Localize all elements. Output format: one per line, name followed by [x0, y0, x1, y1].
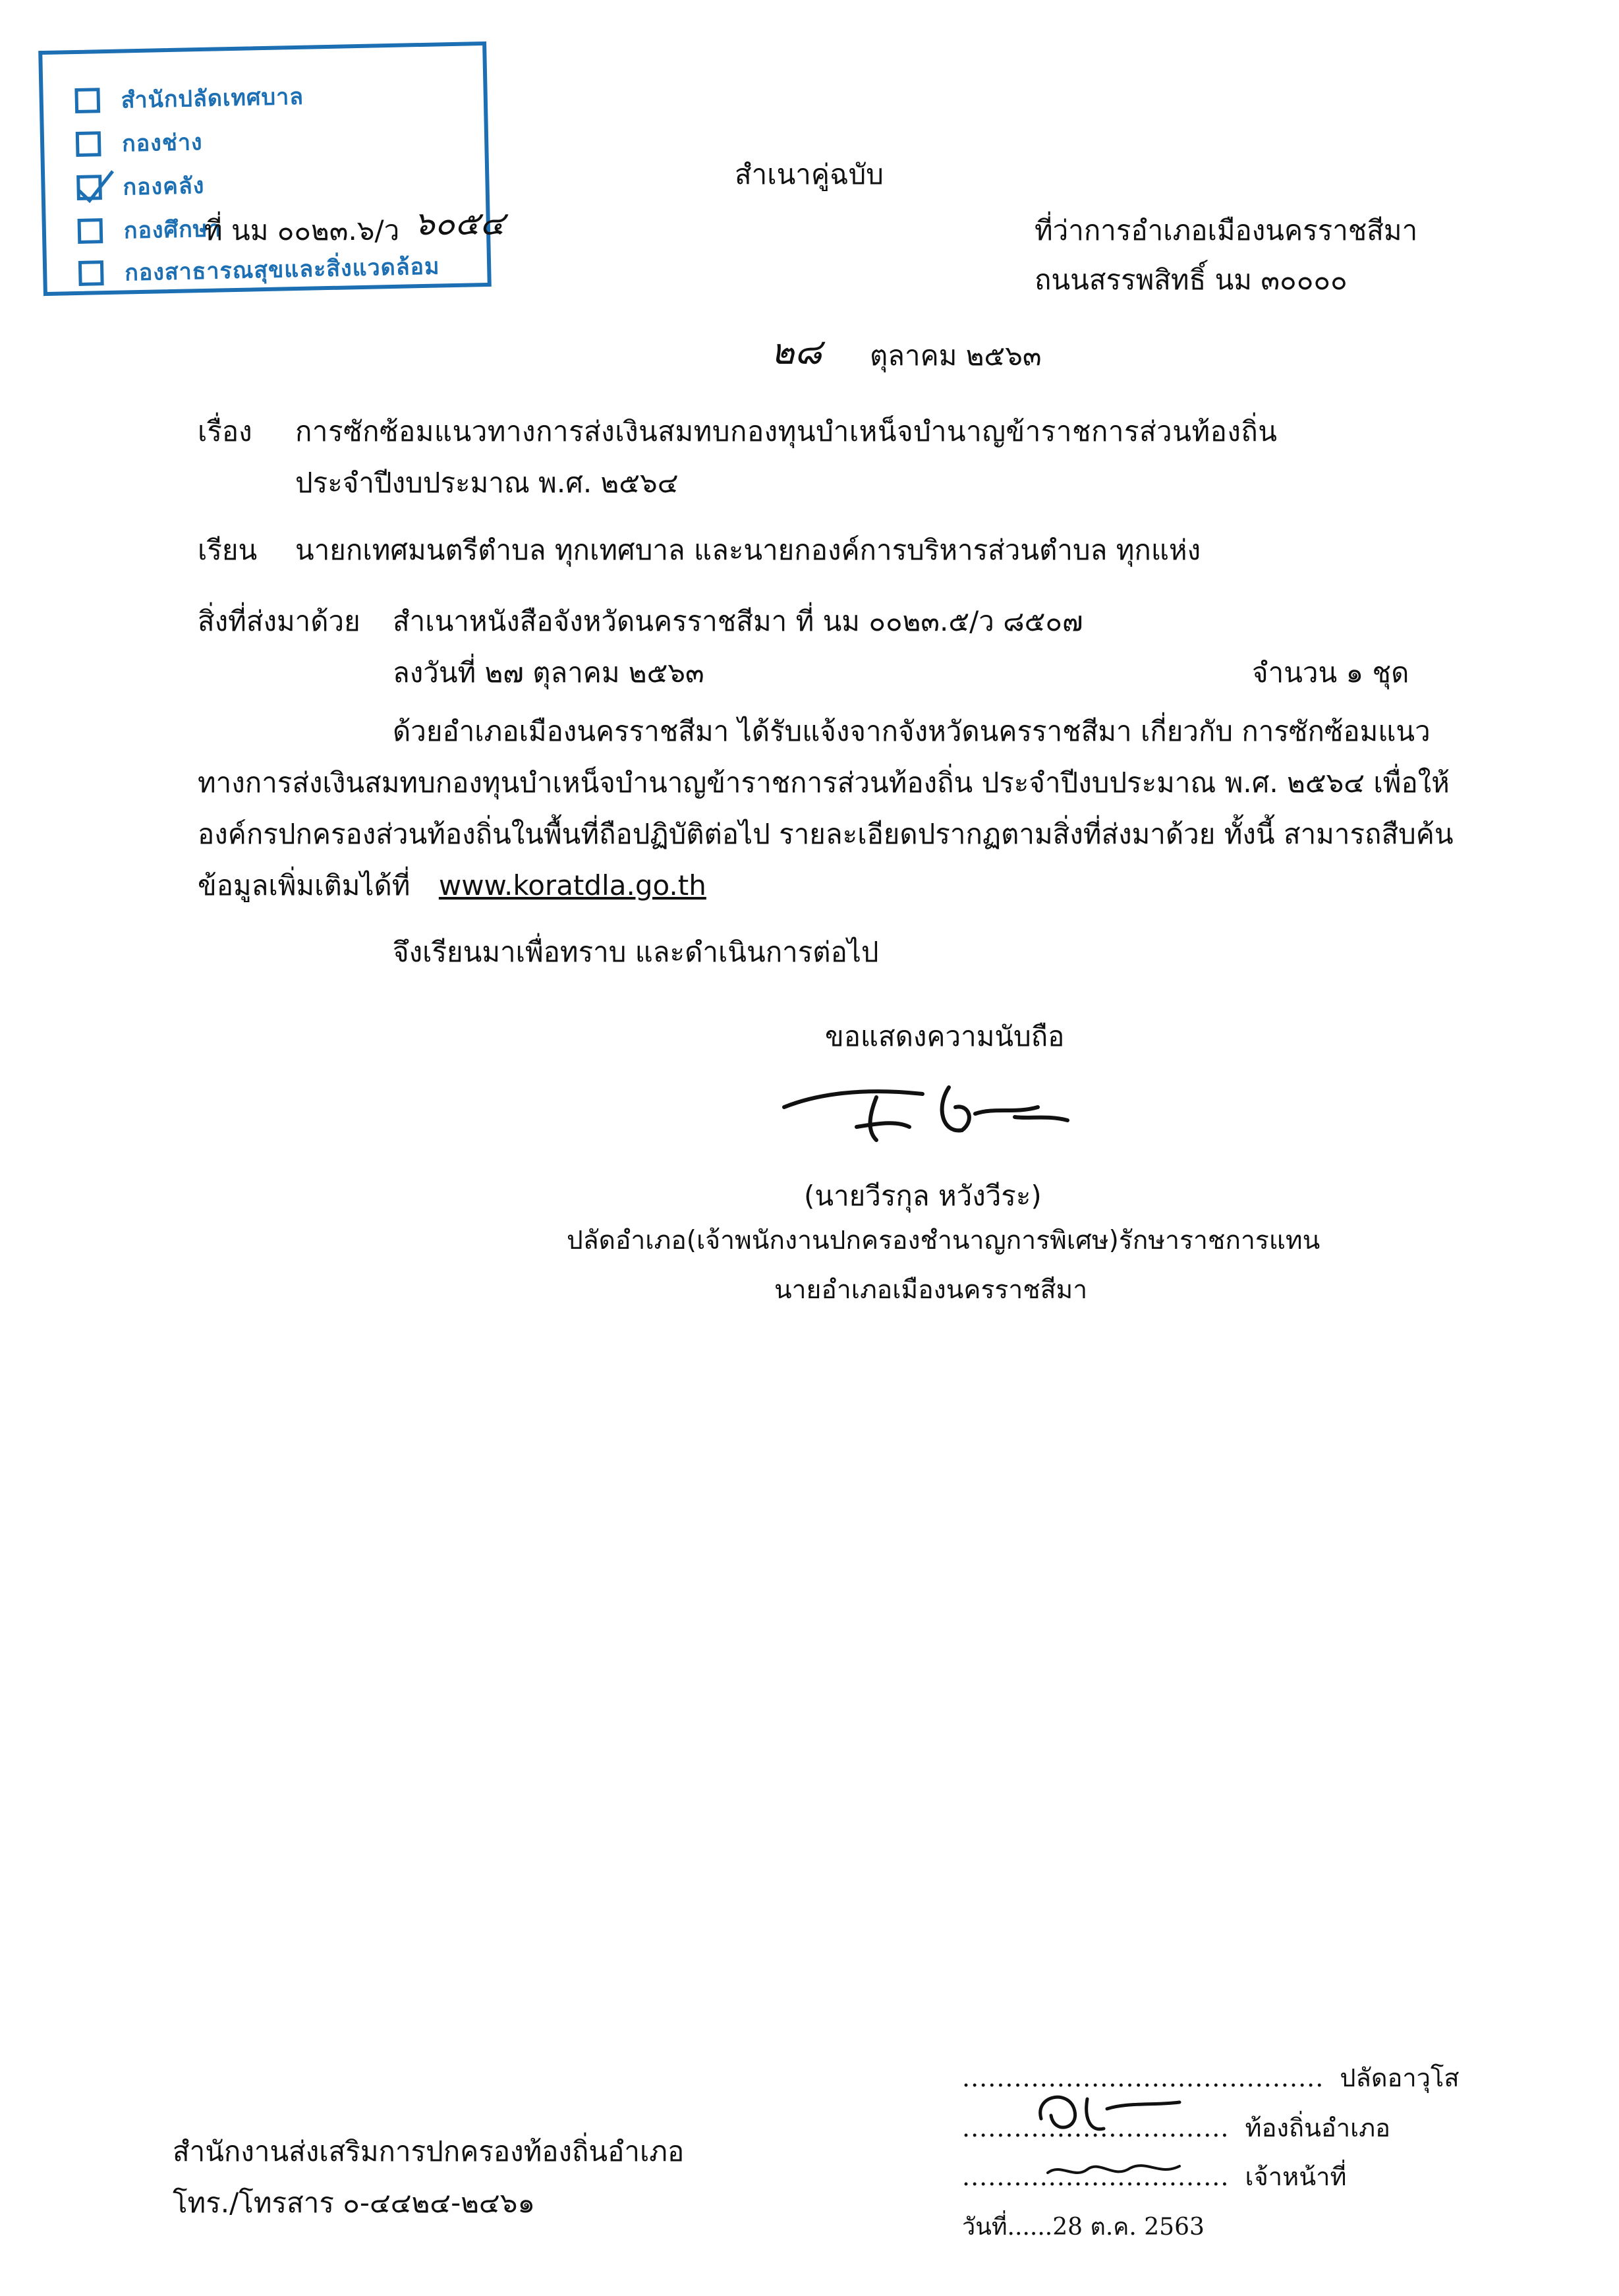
footer-office: สำนักงานส่งเสริมการปกครองท้องถิ่นอำเภอ: [173, 2135, 685, 2167]
routing-label: ปลัดอาวุโส: [1340, 2063, 1460, 2092]
subject-line1: การซักซ้อมแนวทางการส่งเงินสมทบกองทุนบำเหน็จบำนาญข้าราชการส่วนท้องถิ่น: [295, 415, 1278, 447]
website-link[interactable]: www.koratdla.go.th: [438, 869, 706, 902]
officer-initials-signature: [1041, 2150, 1199, 2189]
copy-label: สำเนาคู่ฉบับ: [735, 158, 884, 190]
office-address-line2: ถนนสรรพสิทธิ์ นม ๓๐๐๐๐: [1035, 264, 1348, 296]
document-number: ที่ นม ๐๐๒๓.๖/ว: [204, 214, 400, 246]
stamp-row-office: [74, 78, 304, 119]
office-address-line1: ที่ว่าการอำเภอเมืองนครราชสีมา: [1035, 214, 1418, 246]
stamp-row-health: [78, 248, 440, 291]
routing-label: ท้องถิ่นอำเภอ: [1245, 2113, 1390, 2142]
enclosure-line1: สำเนาหนังสือจังหวัดนครราชสีมา ที่ นม ๐๐๒๓.๕/ว ๘๕๐๗: [393, 605, 1083, 637]
routing-date-value: 28 ต.ค. 2563: [1052, 2214, 1205, 2241]
stamp-row-finance: [76, 167, 205, 206]
more-info-label: ข้อมูลเพิ่มเติมได้ที่: [198, 869, 411, 902]
enclosure-count: จำนวน ๑ ชุด: [1252, 656, 1409, 689]
handwritten-number: ๖๐๕๔: [414, 204, 505, 243]
subject-line2: ประจำปีงบประมาณ พ.ศ. ๒๕๖๔: [295, 467, 679, 499]
routing-date: [962, 2208, 1205, 2245]
body-paragraph-line4: [198, 869, 706, 902]
stamp-label: กองคลัง: [123, 172, 205, 201]
check-mark-icon: [76, 170, 116, 204]
stamp-label: สำนักปลัดเทศบาล: [121, 83, 304, 114]
stamp-row-engineering: [76, 124, 203, 162]
checkbox: [74, 88, 100, 113]
enclosure-label: สิ่งที่ส่งมาด้วย: [198, 605, 360, 637]
body-paragraph-line3: องค์กรปกครองส่วนท้องถิ่นในพื้นที่ถือปฏิบัติต่อไป รายละเอียดปรากฏตามสิ่งที่ส่งมาด้วย ทั้งนี้ สามารถสืบค้น: [198, 818, 1454, 850]
checkbox: [78, 218, 103, 244]
routing-label: เจ้าหน้าที่: [1245, 2162, 1347, 2191]
signer-position-line1: ปลัดอำเภอ(เจ้าพนักงานปกครองชำนาญการพิเศษ)รักษาราชการแทน: [567, 1226, 1321, 1255]
footer-phone: โทร./โทรสาร ๐-๔๔๒๔-๒๔๖๑: [173, 2187, 536, 2219]
subject-label: เรื่อง: [198, 415, 252, 447]
date-day-handwritten: ๒๘: [771, 331, 822, 372]
closing-regards: ขอแสดงความนับถือ: [825, 1020, 1065, 1052]
signature-image: [778, 1068, 1081, 1147]
routing-initials-signature: [1028, 2082, 1186, 2142]
signature-dots: ...............................: [962, 2113, 1230, 2142]
date-month-year: ตุลาคม ๒๕๖๓: [870, 339, 1042, 372]
checkbox: [76, 131, 101, 157]
signer-name: (นายวีรกุล หวังวีระ): [804, 1180, 1042, 1212]
recipient-text: นายกเทศมนตรีตำบล ทุกเทศบาล และนายกองค์การบริหารส่วนตำบล ทุกแห่ง: [295, 534, 1201, 566]
stamp-row-education: [77, 210, 221, 249]
body-closing-paragraph: จึงเรียนมาเพื่อทราบ และดำเนินการต่อไป: [393, 936, 879, 968]
stamp-label: กองช่าง: [121, 129, 203, 158]
checkbox-checked: [76, 175, 102, 200]
body-paragraph-line2: ทางการส่งเงินสมทบกองทุนบำเหน็จบำนาญข้าราชการส่วนท้องถิ่น ประจำปีงบประมาณ พ.ศ. ๒๕๖๔ เพื่อให้: [198, 766, 1450, 799]
stamp-label: กองศึกษา: [123, 215, 222, 244]
stamp-label: กองสาธารณสุขและสิ่งแวดล้อม: [124, 253, 440, 287]
routing-date-label: วันที่......: [962, 2214, 1053, 2241]
recipient-label: เรียน: [198, 534, 258, 566]
enclosure-line2: ลงวันที่ ๒๗ ตุลาคม ๒๕๖๓: [393, 656, 704, 689]
signature-dots: ...............................: [962, 2162, 1230, 2191]
signature-dots: ..........................................: [962, 2063, 1324, 2092]
department-routing-stamp: [38, 42, 492, 296]
signer-position-line2: นายอำเภอเมืองนครราชสีมา: [774, 1275, 1088, 1305]
body-paragraph-line1: ด้วยอำเภอเมืองนครราชสีมา ได้รับแจ้งจากจังหวัดนครราชสีมา เกี่ยวกับ การซักซ้อมแนว: [393, 715, 1431, 747]
checkbox: [78, 260, 104, 286]
